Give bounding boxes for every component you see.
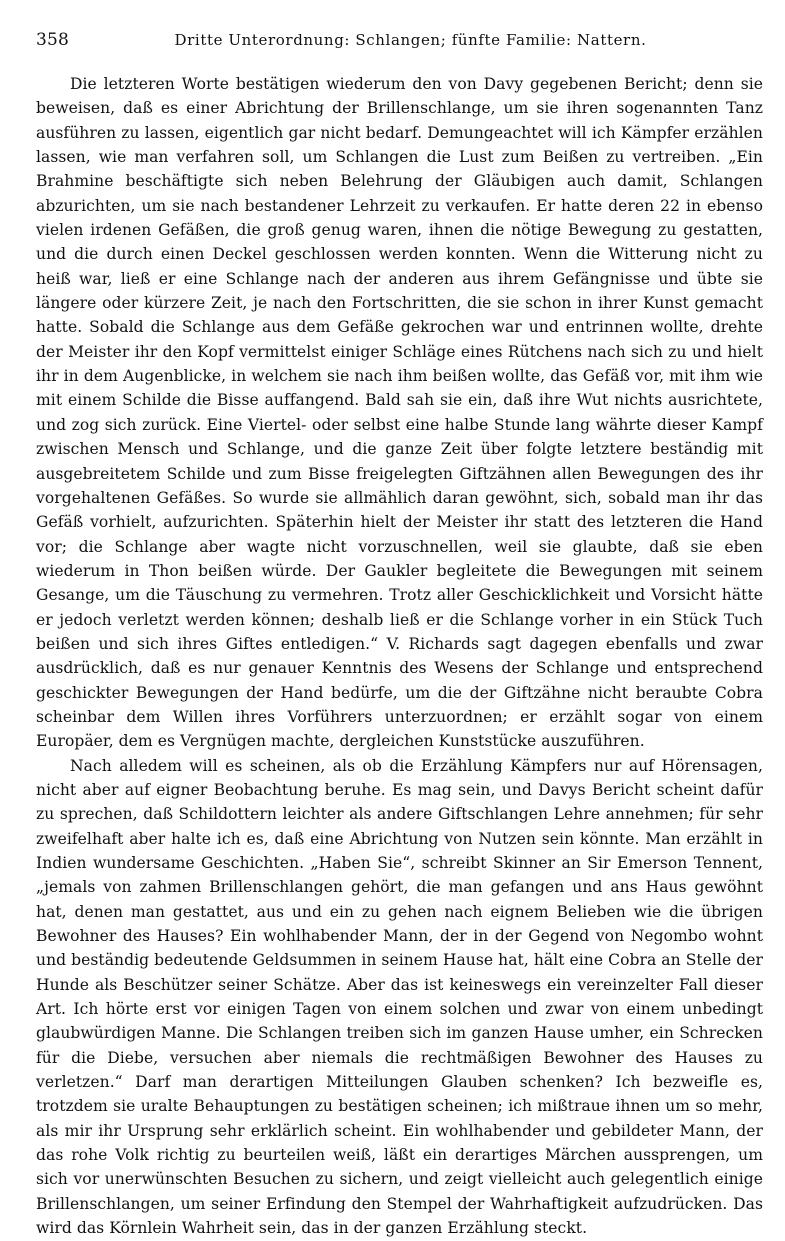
body-text [36,72,763,1241]
running-title: Dritte Unterordnung: Schlangen; fünfte Familie: Nattern. [174,31,647,49]
paragraph-tame-cobras: Nach alledem will es scheinen, als ob die Erzählung Kämpfers nur auf Hörensagen, nicht aber auf eigner Beobachtung beruhe. Es mag sein, und Davys Bericht scheint dafür zu sprechen, daß Schildottern leichter als andere Giftschlangen Lehre annehmen; für sehr zweifelhaft aber halte ich es, daß eine Abrichtung von Nutzen sein könnte. Man erzählt in Indien wundersame Geschichten. „Haben Sie“, schreibt Skinner an Sir Emerson Tennent, „jemals von zahmen Brillenschlangen gehört, die man gefangen und ans Haus gewöhnt hat, denen man gestattet, aus und ein zu gehen nach eignem Belieben wie die übrigen Bewohner des Hauses? Ein wohlhabender Mann, der in der Gegend von Negombo wohnt und beständig bedeutende Geldsummen in seinem Hause hat, hält eine Cobra an Stelle der Hunde als Beschützer seiner Schätze. Aber das ist keineswegs ein vereinzelter Fall dieser Art. Ich hörte erst vor einigen Tagen von einem solchen und zwar von einem unbedingt glaubwürdigen Manne. Die Schlangen treiben sich im ganzen Hause umher, ein Schrecken für die Diebe, versuchen aber niemals die rechtmäßigen Bewohner des Hauses zu verletzen.“ Darf man derartigen Mitteilungen Glauben schenken? Ich bezweifle es, trotzdem sie uralte Behauptungen zu bestätigen scheinen; ich mißtraue ihnen um so mehr, als mir ihr Ursprung sehr erklärlich scheint. Ein wohlhabender und gebildeter Mann, der das rohe Volk richtig zu beurteilen weiß, läßt ein derartiges Märchen aussprengen, um sich vor unerwünschten Besuchen zu sichern, und zeigt vielleicht auch gelegentlich einige Brillenschlangen, um seiner Erfindung den Stempel der Wahrhaftigkeit aufzudrücken. Das wird das Körnlein Wahrheit sein, das in der ganzen Erzählung steckt. [36,756,763,1238]
paragraph-kaempfer-account: Die letzteren Worte bestätigen wiederum den von Davy gegebenen Bericht; denn sie beweisen, daß es einer Abrichtung der Brillenschlange, um sie ihren sogenannten Tanz ausführen zu lassen, eigentlich gar nicht bedarf. Demungeachtet will ich Kämpfer erzählen lassen, wie man verfahren soll, um Schlangen die Lust zum Beißen zu vertreiben. „Ein Brahmine beschäftigte sich neben Belehrung der Gläubigen auch damit, Schlangen abzurichten, um sie nach bestandener Lehrzeit zu verkaufen. Er hatte deren 22 in ebenso vielen irdenen Gefäßen, die groß genug waren, ihnen die nötige Bewegung zu gestatten, und die durch einen Deckel geschlossen werden konnten. Wenn die Witterung nicht zu heiß war, ließ er eine Schlange nach der anderen aus ihrem Gefängnisse und übte sie längere oder kürzere Zeit, je nach den Fortschritten, die sie schon in ihrer Kunst gemacht hatte. Sobald die Schlange aus dem Gefäße gekrochen war und entrinnen wollte, drehte der Meister ihr den Kopf vermittelst einiger Schläge eines Rütchens nach sich zu und hielt ihr in dem Augenblicke, in welchem sie nach ihm beißen wollte, das Gefäß vor, mit ihm wie mit einem Schilde die Bisse auffangend. Bald sah sie ein, daß ihre Wut nichts ausrichtete, und zog sich zurück. Eine Viertel- oder selbst eine halbe Stunde lang währte dieser Kampf zwischen Mensch und Schlange, und die ganze Zeit über folgte letztere beständig mit ausgebreitetem Schilde und zum Bisse freigelegten Giftzähnen allen Bewegungen des ihr vorgehaltenen Gefäßes. So wurde sie allmählich daran gewöhnt, sich, sobald man ihr das Gefäß vorhielt, aufzurichten. Späterhin hielt der Meister ihr statt des letzteren die Hand vor; die Schlange aber wagte nicht vorzuschnellen, weil sie glaubte, daß sie eben wiederum in Thon beißen würde. Der Gaukler begleitete die Bewegungen mit seinem Gesange, um die Täuschung zu vermehren. Trotz aller Geschicklichkeit und Vorsicht hätte er jedoch verletzt werden können; deshalb ließ er die Schlange vorher in ein Stück Tuch beißen und sich ihres Giftes entledigen.“ V. Richards sagt dagegen ebenfalls und zwar ausdrücklich, daß es nur genauer Kenntnis des Wesens der Schlange und entsprechend geschickter Bewegungen der Hand bedürfe, um die der Giftzähne nicht beraubte Cobra scheinbar dem Willen ihres Vorführers unterzuordnen; er erzählt sogar von einem Europäer, dem es Vergnügen machte, dergleichen Kunststücke auszuführen. [36,75,763,751]
page-number: 358 [36,30,70,50]
running-head [36,30,763,58]
